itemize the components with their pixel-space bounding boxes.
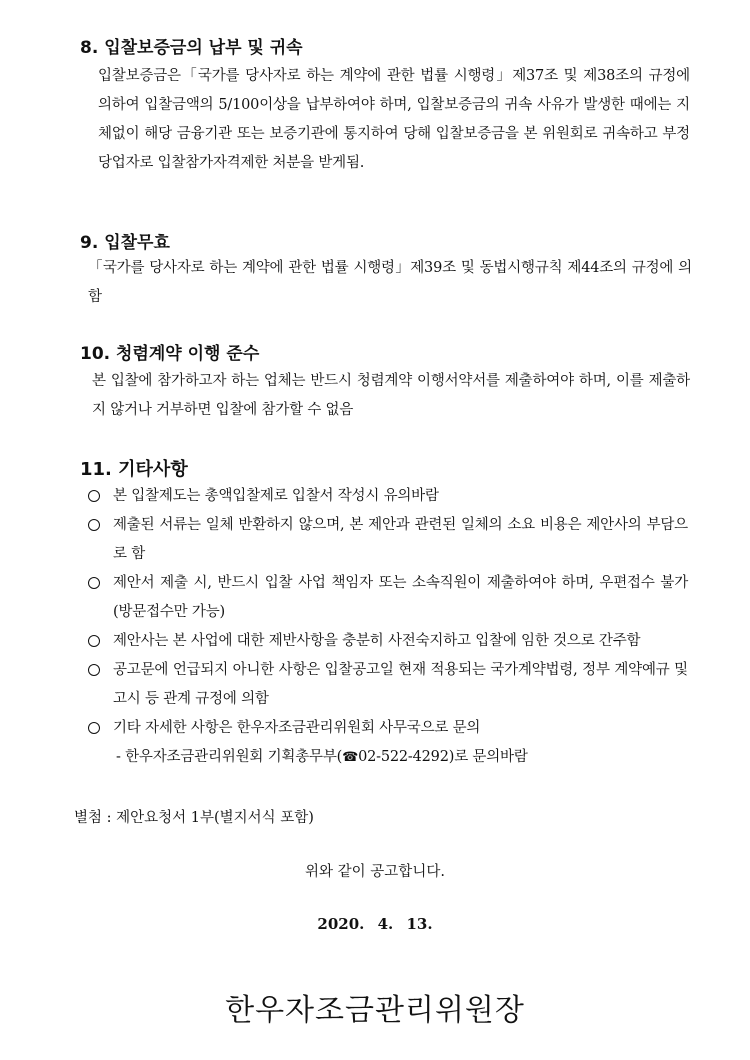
circle-bullet-icon [88,577,100,589]
section-8-body [98,62,690,178]
contact-line: - 한우자조금관리위원회 기획총무부(☎02-522-4292)로 문의바람 [116,749,528,765]
list-item: 공고문에 언급되지 아니한 사항은 입찰공고일 현재 적용되는 국가계약법령, 정부 계약예규 및 고시 등 관계 규정에 의함 [88,656,688,714]
section-11-title: 11. 기타사항 [80,459,188,480]
circle-bullet-icon [88,519,100,531]
section-8-title: 8. 입찰보증금의 납부 및 귀속 [80,38,303,58]
section-9-body [88,254,692,312]
circle-bullet-icon [88,722,100,734]
announcement-date: 2020. 4. 13. [317,915,433,933]
section-10-title: 10. 청렴계약 이행 준수 [80,344,260,364]
list-item: 제안사는 본 사업에 대한 제반사항을 충분히 사전숙지하고 입찰에 임한 것으로 간주함 [88,627,688,656]
attachment-note: 별첨 : 제안요청서 1부(별지서식 포함) [74,810,314,826]
signatory-title: 한우자조금관리위원장 [225,993,525,1028]
circle-bullet-icon [88,635,100,647]
section-10-text: 본 입찰에 참가하고자 하는 업체는 반드시 청렴계약 이행서약서를 제출하여야 하며, 이를 제출하지 않거나 거부하면 입찰에 참가할 수 없음 [92,373,690,418]
list-item: 제출된 서류는 일체 반환하지 않으며, 본 제안과 관련된 일체의 소요 비용은 제안사의 부담으로 함 [88,511,688,569]
list-item: 본 입찰제도는 총액입찰제로 입찰서 작성시 유의바람 [88,482,688,511]
section-8-text: 입찰보증금은「국가를 당사자로 하는 계약에 관한 법률 시행령」제37조 및 제38조의 규정에 의하여 입찰금액의 5/100이상을 납부하여야 하며, 입찰보증금의 귀속 사유가 발생한 때에는 지체없이 해당 금융기관 또는 보증기관에 통지하여 당해 입찰보증금을 본 위원회로 귀속하고 부정당업자로 입찰참가자격제한 처분을 받게됨. [98,68,690,171]
section-10-body [92,367,690,425]
list-item: 제안서 제출 시, 반드시 입찰 사업 책임자 또는 소속직원이 제출하여야 하며, 우편접수 불가(방문접수만 가능) [88,569,688,627]
section-11-list [88,482,688,772]
circle-bullet-icon [88,664,100,676]
contact-phone: 02-522-4292 [358,749,449,765]
closing-statement: 위와 같이 공고합니다. [305,864,445,880]
section-9-title: 9. 입찰무효 [80,233,170,253]
list-item: 기타 자세한 사항은 한우자조금관리위원회 사무국으로 문의 [88,714,688,743]
section-9-text: 「국가를 당사자로 하는 계약에 관한 법률 시행령」제39조 및 동법시행규칙 제44조의 규정에 의함 [88,260,692,305]
telephone-icon: ☎ [342,750,359,765]
circle-bullet-icon [88,490,100,502]
